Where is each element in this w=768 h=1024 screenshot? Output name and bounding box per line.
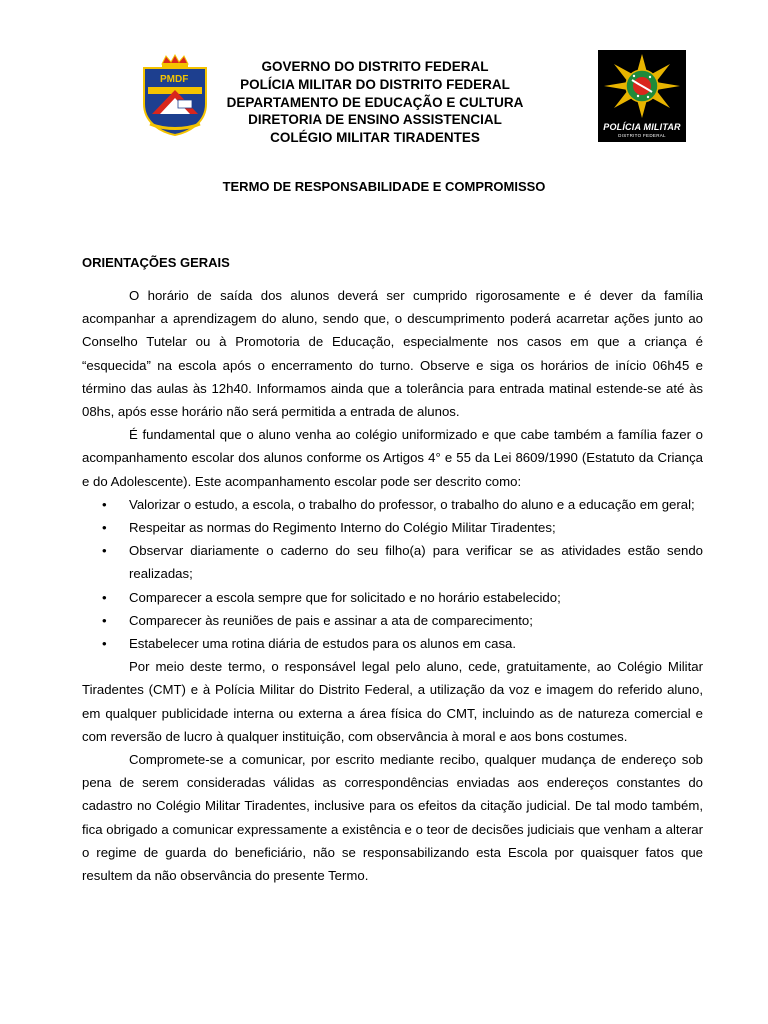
responsibility-list [82,493,703,655]
logo-caption: POLÍCIA MILITAR [603,122,681,132]
institution-header [210,58,540,147]
header-line-4: DIRETORIA DE ENSINO ASSISTENCIAL [248,112,502,128]
logo-subcaption: DISTRITO FEDERAL [618,133,666,138]
list-item [82,539,703,585]
bullet-icon: • [102,589,107,605]
header-line-1: GOVERNO DO DISTRITO FEDERAL [261,59,489,74]
section-title: ORIENTAÇÕES GERAIS [82,255,230,270]
bullet-icon: • [102,612,107,628]
pmdf-shield-icon [140,54,210,136]
paragraph-3: Por meio deste termo, o responsável legal pelo aluno, cede, gratuitamente, ao Colégio Militar Tiradentes (CMT) e à Polícia Militar do Distrito Federal, a utilização da voz e imagem do referido aluno, em qualquer publicidade interna ou externa a área física do CMT, incluindo as de natureza comercial e com reversão de lucro à qualquer instituição, com observância à moral e aos bons costumes. [82,659,703,744]
svg-text:CMT: CMT [188,94,199,100]
paragraph-2: É fundamental que o aluno venha ao colégio uniformizado e que cabe também a família fazer o acompanhamento escolar dos alunos conforme os Artigos 4° e 55 da Lei 8609/1990 (Estatuto da Criança e do Adolescente). Este acompanhamento escolar pode ser descrito como: [82,427,703,489]
bullet-icon: • [102,496,107,512]
list-item-text: Comparecer às reuniões de pais e assinar a ata de comparecimento; [129,612,533,628]
header-line-2: POLÍCIA MILITAR DO DISTRITO FEDERAL [240,76,510,92]
header-line-5: COLÉGIO MILITAR TIRADENTES [270,130,480,146]
bullet-icon: • [102,543,107,559]
svg-text:PMDF: PMDF [160,74,189,85]
document-title: TERMO DE RESPONSABILIDADE E COMPROMISSO [222,179,546,194]
list-item-text: Valorizar o estudo, a escola, o trabalho do professor, o trabalho do aluno e a educação em geral; [129,496,695,512]
list-item-text: Comparecer a escola sempre que for solicitado e no horário estabelecido; [129,589,561,605]
list-item [82,609,703,632]
list-item-text: Estabelecer uma rotina diária de estudos para os alunos em casa. [129,636,517,652]
policia-militar-star-emblem-icon [598,50,686,122]
header-line-3: DEPARTAMENTO DE EDUCAÇÃO E CULTURA [226,94,524,110]
paragraph-4: Compromete-se a comunicar, por escrito mediante recibo, qualquer mudança de endereço sob pena de serem consideradas válidas as correspondências enviadas aos endereços constantes do cadastro no Colégio Militar Tiradentes, inclusive para os efeitos da citação judicial. De tal modo também, fica obrigado a comunicar expressamente a existência e o teor de decisões judiciais que venham a alterar o regime de guarda do beneficiário, não se responsabilizando esta Escola por quaisquer fatos que resultem da não observância do presente Termo. [82,752,703,884]
paragraph-1: O horário de saída dos alunos deverá ser cumprido rigorosamente e é dever da família acompanhar a aprendizagem do aluno, sendo que, o descumprimento poderá acarretar ações junto ao Conselho Tutelar ou à Promotoria de Educação, especialmente nos casos em que a criança é “esquecida” na escola após o encerramento do turno. Observe e siga os horários de início 06h45 e término das aulas às 12h40. Informamos ainda que a tolerância para entrada matinal estende-se até às 08hs, após esse horário não será permitida a entrada de alunos. [82,288,703,420]
list-item-text: Observar diariamente o caderno do seu filho(a) para verificar se as atividades estão sendo realizadas; [129,543,703,582]
list-item [82,632,703,655]
bullet-icon: • [102,636,107,652]
list-item [82,586,703,609]
document-body [82,284,703,887]
list-item [82,493,703,516]
bullet-icon: • [102,520,107,536]
list-item [82,516,703,539]
policia-militar-logo [598,50,686,142]
list-item-text: Respeitar as normas do Regimento Interno do Colégio Militar Tiradentes; [129,520,556,536]
